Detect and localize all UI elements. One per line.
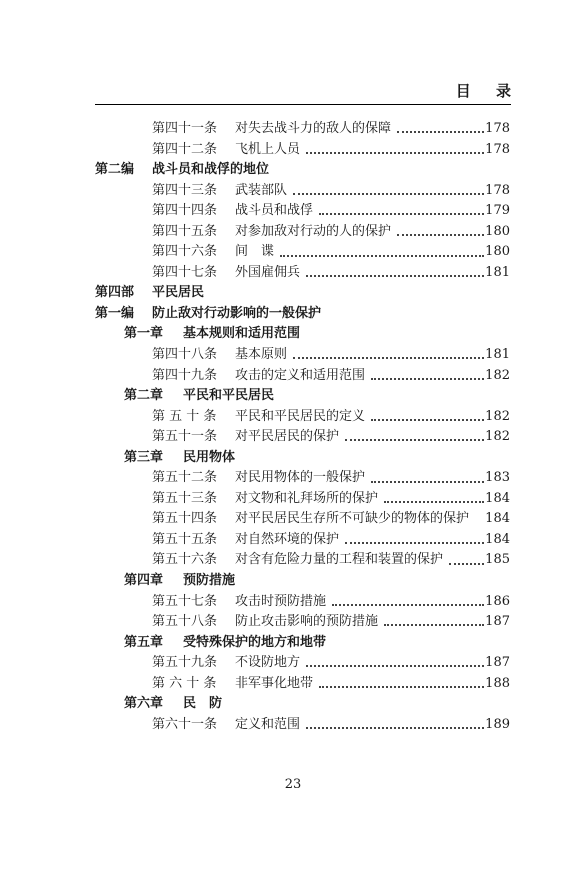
toc-entry-title: 对平民居民的保护 [235, 429, 340, 445]
toc-entry-title: 攻击时预防措施 [235, 593, 327, 609]
toc-entry-page-number: 182 [485, 367, 510, 383]
leader-dots [345, 439, 484, 441]
leader-dots [371, 419, 484, 421]
toc-entry-number: 第一编 [95, 305, 135, 321]
toc-entry-page-number: 178 [485, 182, 510, 198]
toc-entry-number: 第四十七条 [152, 264, 218, 280]
toc-entry-number: 第五十三条 [152, 490, 218, 506]
toc-entry-article[interactable] [0, 715, 586, 736]
toc-entry-title: 外国雇佣兵 [235, 264, 301, 280]
leader-dots [319, 686, 484, 688]
toc-entry-number: 第六章 [124, 696, 164, 712]
toc-dot-leader [235, 509, 490, 530]
toc-entry-article[interactable] [0, 427, 586, 448]
toc-entry-number: 第四十九条 [152, 367, 218, 383]
leader-dots [345, 542, 484, 544]
toc-entry-number: 第五十六条 [152, 552, 218, 568]
toc-entry-title: 防止攻击影响的预防措施 [235, 614, 379, 630]
toc-entry-chapter-heading[interactable] [0, 694, 586, 715]
leader-dots [371, 481, 484, 483]
leader-dots [384, 501, 484, 503]
toc-entry-article[interactable] [0, 550, 586, 571]
toc-dot-leader [235, 550, 490, 571]
toc-entry-title: 对民用物体的一般保护 [235, 470, 366, 486]
toc-entry-article[interactable] [0, 263, 586, 284]
toc-entry-number: 第五十五条 [152, 531, 218, 547]
toc-entry-number: 第五十二条 [152, 470, 218, 486]
toc-dot-leader [235, 674, 490, 695]
toc-entry-page-number: 180 [485, 223, 510, 239]
leader-dots [397, 234, 484, 236]
toc-entry-chapter-heading[interactable] [0, 571, 586, 592]
toc-entry-page-number: 181 [485, 347, 510, 363]
toc-entry-number: 第四章 [124, 573, 164, 589]
toc-dot-leader [235, 612, 490, 633]
leader-dots [384, 624, 484, 626]
toc-entry-title: 攻击的定义和适用范围 [235, 367, 366, 383]
leader-dots [293, 193, 484, 195]
toc-entry-article[interactable] [0, 407, 586, 428]
toc-entry-title: 对文物和礼拜场所的保护 [235, 490, 379, 506]
toc-dot-leader [235, 181, 490, 202]
toc-entry-part-heading[interactable] [0, 283, 586, 304]
toc-entry-page-number: 186 [485, 593, 510, 609]
toc-entry-page-number: 188 [485, 675, 510, 691]
leader-dots [449, 563, 484, 565]
toc-entry-number: 第四部 [95, 285, 135, 301]
toc-entry-article[interactable] [0, 612, 586, 633]
toc-entry-page-number: 179 [485, 203, 510, 219]
toc-entry-title: 基本规则和适用范围 [183, 326, 301, 342]
toc-entry-article[interactable] [0, 345, 586, 366]
toc-entry-number: 第一章 [124, 326, 164, 342]
table-of-contents [0, 119, 586, 735]
toc-entry-article[interactable] [0, 222, 586, 243]
toc-entry-page-number: 187 [485, 655, 510, 671]
toc-entry-number: 第五十四条 [152, 511, 218, 527]
toc-dot-leader [235, 119, 490, 140]
toc-entry-page-number: 189 [485, 716, 510, 732]
toc-entry-number: 第五章 [124, 634, 164, 650]
toc-entry-title: 飞机上人员 [235, 141, 301, 157]
toc-entry-number: 第四十四条 [152, 203, 218, 219]
toc-entry-page-number: 187 [485, 614, 510, 630]
toc-entry-title: 平民和平民居民的定义 [235, 408, 366, 424]
toc-entry-title: 对平民居民生存所不可缺少的物体的保护 [235, 511, 470, 527]
toc-dot-leader [235, 468, 490, 489]
toc-entry-title: 受特殊保护的地方和地带 [183, 634, 327, 650]
toc-entry-title: 对参加敌对行动的人的保护 [235, 223, 392, 239]
toc-entry-number: 第二编 [95, 162, 135, 178]
toc-entry-title: 武装部队 [235, 182, 288, 198]
toc-entry-article[interactable] [0, 489, 586, 510]
toc-entry-article[interactable] [0, 674, 586, 695]
toc-entry-title: 战斗员和战俘 [235, 203, 314, 219]
toc-entry-page-number: 183 [485, 470, 510, 486]
toc-entry-number: 第四十一条 [152, 121, 218, 136]
toc-entry-article[interactable] [0, 468, 586, 489]
toc-entry-article[interactable] [0, 242, 586, 263]
toc-entry-title: 对自然环境的保护 [235, 531, 340, 547]
leader-dots [332, 604, 484, 606]
toc-dot-leader [235, 653, 490, 674]
toc-entry-page-number: 178 [485, 141, 510, 157]
leader-dots [397, 131, 484, 133]
toc-dot-leader [235, 201, 490, 222]
toc-entry-title: 平民居民 [152, 285, 205, 301]
toc-entry-article[interactable] [0, 530, 586, 551]
toc-entry-page-number: 181 [485, 264, 510, 280]
toc-entry-title: 对含有危险力量的工程和装置的保护 [235, 552, 444, 568]
header-divider [95, 104, 511, 105]
toc-entry-page-number: 178 [485, 121, 510, 136]
toc-dot-leader [235, 592, 490, 613]
page-header-title: 目 录 [455, 82, 521, 100]
leader-dots [306, 152, 484, 154]
toc-entry-title: 防止敌对行动影响的一般保护 [152, 305, 322, 321]
leader-dots [280, 255, 484, 257]
toc-entry-title: 不设防地方 [235, 655, 301, 671]
toc-dot-leader [235, 242, 490, 263]
toc-entry-page-number: 184 [485, 490, 510, 506]
toc-entry-article[interactable] [0, 509, 586, 530]
toc-entry-number: 第五十一条 [152, 429, 218, 445]
leader-dots [293, 357, 484, 359]
toc-entry-page-number: 184 [485, 531, 510, 547]
toc-entry-title: 定义和范围 [235, 716, 301, 732]
toc-entry-page-number: 182 [485, 408, 510, 424]
toc-entry-number: 第四十三条 [152, 182, 218, 198]
toc-entry-article[interactable] [0, 653, 586, 674]
toc-entry-number: 第六十一条 [152, 716, 218, 732]
leader-dots [319, 213, 484, 215]
leader-dots [306, 275, 484, 277]
toc-dot-leader [235, 345, 490, 366]
toc-entry-article[interactable] [0, 181, 586, 202]
leader-dots [306, 727, 484, 729]
toc-dot-leader [235, 140, 490, 161]
toc-entry-title: 对失去战斗力的敌人的保障 [235, 121, 392, 136]
toc-entry-number: 第四十八条 [152, 347, 218, 363]
toc-entry-article[interactable] [0, 119, 586, 140]
toc-entry-chapter-heading[interactable] [0, 324, 586, 345]
toc-entry-number: 第 五 十 条 [152, 408, 217, 424]
toc-entry-chapter-heading[interactable] [0, 448, 586, 469]
toc-entry-title: 战斗员和战俘的地位 [152, 162, 270, 178]
toc-dot-leader [235, 222, 490, 243]
toc-entry-page-number: 184 [485, 511, 510, 527]
toc-entry-title: 基本原则 [235, 347, 288, 363]
toc-entry-number: 第三章 [124, 449, 164, 465]
toc-entry-title: 预防措施 [183, 573, 236, 589]
leader-dots [306, 665, 484, 667]
toc-entry-part-heading[interactable] [0, 304, 586, 325]
toc-entry-title: 民 防 [183, 696, 223, 712]
toc-entry-number: 第四十六条 [152, 244, 218, 260]
toc-entry-article[interactable] [0, 140, 586, 161]
toc-entry-title: 平民和平民居民 [183, 388, 275, 404]
toc-entry-number: 第 六 十 条 [152, 675, 217, 691]
toc-entry-article[interactable] [0, 201, 586, 222]
toc-dot-leader [235, 530, 490, 551]
toc-entry-title: 民用物体 [183, 449, 236, 465]
toc-entry-part-heading[interactable] [0, 160, 586, 181]
toc-entry-title: 间 谍 [235, 244, 275, 260]
toc-dot-leader [235, 407, 490, 428]
leader-dots [371, 378, 484, 380]
toc-entry-number: 第二章 [124, 388, 164, 404]
toc-dot-leader [235, 715, 490, 736]
toc-dot-leader [235, 366, 490, 387]
toc-entry-page-number: 185 [485, 552, 510, 568]
toc-entry-number: 第五十九条 [152, 655, 218, 671]
toc-entry-page-number: 180 [485, 244, 510, 260]
toc-entry-page-number: 182 [485, 429, 510, 445]
toc-entry-chapter-heading[interactable] [0, 386, 586, 407]
toc-dot-leader [235, 427, 490, 448]
toc-entry-number: 第五十八条 [152, 614, 218, 630]
toc-entry-number: 第四十二条 [152, 141, 218, 157]
toc-entry-chapter-heading[interactable] [0, 633, 586, 654]
toc-entry-title: 非军事化地带 [235, 675, 314, 691]
page-number: 23 [284, 777, 302, 792]
toc-dot-leader [235, 263, 490, 284]
toc-entry-article[interactable] [0, 592, 586, 613]
toc-entry-number: 第四十五条 [152, 223, 218, 239]
toc-entry-number: 第五十七条 [152, 593, 218, 609]
toc-entry-article[interactable] [0, 366, 586, 387]
toc-dot-leader [235, 489, 490, 510]
